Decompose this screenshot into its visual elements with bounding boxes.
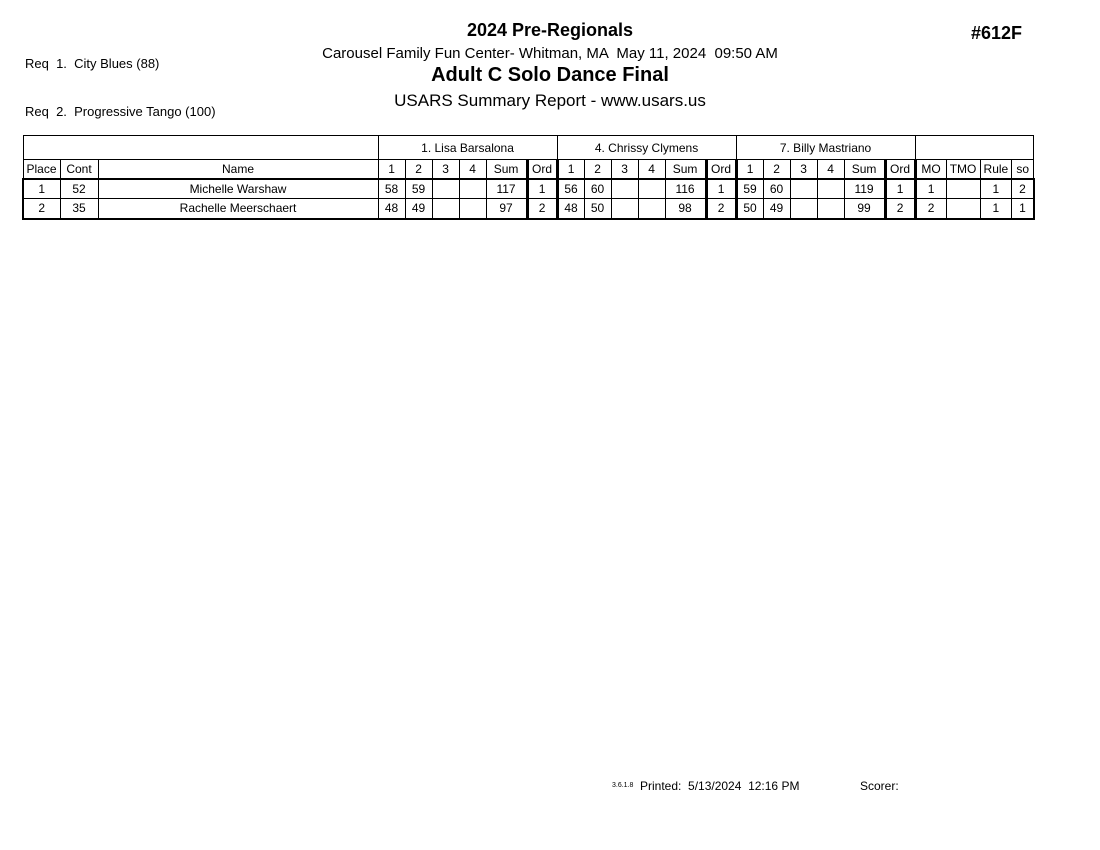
scorer-label: Scorer: xyxy=(860,779,899,793)
so-cell: 2 xyxy=(1012,179,1034,199)
ord-cell: 1 xyxy=(527,179,557,199)
col-header-cont: Cont xyxy=(60,160,98,179)
name-cell: Rachelle Meerschaert xyxy=(98,199,378,219)
band-spacer-left xyxy=(23,136,378,160)
mark-cell xyxy=(790,199,817,219)
col-header-mark3: 3 xyxy=(611,160,638,179)
col-header-ord: Ord xyxy=(527,160,557,179)
sum-cell: 98 xyxy=(665,199,706,219)
name-cell: Michelle Warshaw xyxy=(98,179,378,199)
mark-cell: 48 xyxy=(378,199,405,219)
col-header-so: so xyxy=(1012,160,1034,179)
rule-cell: 1 xyxy=(980,179,1012,199)
mark-cell: 49 xyxy=(405,199,432,219)
mark-cell: 50 xyxy=(736,199,763,219)
venue-date-line: Carousel Family Fun Center- Whitman, MA May 11, 2024 09:50 AM xyxy=(322,45,778,62)
event-title: Adult C Solo Dance Final xyxy=(431,64,669,86)
ord-cell: 2 xyxy=(885,199,915,219)
competition-title: 2024 Pre-Regionals xyxy=(466,20,634,40)
col-header-mark1: 1 xyxy=(736,160,763,179)
mark-cell: 49 xyxy=(763,199,790,219)
col-header-rule: Rule xyxy=(980,160,1012,179)
mo-cell: 2 xyxy=(915,199,946,219)
mark-cell: 56 xyxy=(557,179,584,199)
col-header-mark2: 2 xyxy=(584,160,611,179)
sum-cell: 97 xyxy=(486,199,527,219)
rule-cell: 1 xyxy=(980,199,1012,219)
req-line-1: Req 1. City Blues (88) xyxy=(25,56,160,71)
tmo-cell xyxy=(946,199,980,219)
col-header-ord: Ord xyxy=(706,160,736,179)
band-spacer-right xyxy=(915,136,1034,160)
mark-cell xyxy=(790,179,817,199)
mark-cell: 59 xyxy=(405,179,432,199)
col-header-sum: Sum xyxy=(486,160,527,179)
judge-band-row xyxy=(23,136,1034,160)
mark-cell: 60 xyxy=(584,179,611,199)
sum-cell: 117 xyxy=(486,179,527,199)
req-line-2: Req 2. Progressive Tango (100) xyxy=(25,104,216,119)
result-row xyxy=(23,199,1034,219)
printed-timestamp: Printed: 5/13/2024 12:16 PM xyxy=(640,779,800,793)
mark-cell xyxy=(817,199,844,219)
col-header-place: Place xyxy=(23,160,60,179)
ord-cell: 1 xyxy=(885,179,915,199)
mark-cell: 60 xyxy=(763,179,790,199)
sum-cell: 116 xyxy=(665,179,706,199)
col-header-mark3: 3 xyxy=(790,160,817,179)
report-title: USARS Summary Report - www.usars.us xyxy=(394,91,706,110)
place-cell: 1 xyxy=(23,179,60,199)
place-cell: 2 xyxy=(23,199,60,219)
judge-band-1: 1. Lisa Barsalona xyxy=(378,136,557,160)
cont-cell: 35 xyxy=(60,199,98,219)
so-cell: 1 xyxy=(1012,199,1034,219)
col-header-mo: MO xyxy=(915,160,946,179)
cont-cell: 52 xyxy=(60,179,98,199)
mark-cell xyxy=(459,199,486,219)
mark-cell: 58 xyxy=(378,179,405,199)
col-header-sum: Sum xyxy=(844,160,885,179)
col-header-mark2: 2 xyxy=(763,160,790,179)
mark-cell: 48 xyxy=(557,199,584,219)
result-row xyxy=(23,179,1034,199)
mark-cell xyxy=(638,199,665,219)
mark-cell xyxy=(611,179,638,199)
mark-cell: 59 xyxy=(736,179,763,199)
column-header-row xyxy=(23,160,1034,179)
col-header-tmo: TMO xyxy=(946,160,980,179)
col-header-ord: Ord xyxy=(885,160,915,179)
mark-cell xyxy=(432,199,459,219)
ord-cell: 2 xyxy=(527,199,557,219)
col-header-mark2: 2 xyxy=(405,160,432,179)
mark-cell xyxy=(817,179,844,199)
mo-cell: 1 xyxy=(915,179,946,199)
ord-cell: 1 xyxy=(706,179,736,199)
judge-band-3: 7. Billy Mastriano xyxy=(736,136,915,160)
col-header-sum: Sum xyxy=(665,160,706,179)
tmo-cell xyxy=(946,179,980,199)
mark-cell xyxy=(638,179,665,199)
report-header xyxy=(0,20,1100,111)
mark-cell xyxy=(459,179,486,199)
mark-cell xyxy=(611,199,638,219)
event-number: #612F xyxy=(970,23,1022,43)
col-header-mark1: 1 xyxy=(378,160,405,179)
col-header-mark3: 3 xyxy=(432,160,459,179)
col-header-name: Name xyxy=(98,160,378,179)
sum-cell: 99 xyxy=(844,199,885,219)
sum-cell: 119 xyxy=(844,179,885,199)
judge-band-2: 4. Chrissy Clymens xyxy=(557,136,736,160)
ord-cell: 2 xyxy=(706,199,736,219)
col-header-mark1: 1 xyxy=(557,160,584,179)
col-header-mark4: 4 xyxy=(817,160,844,179)
col-header-mark4: 4 xyxy=(638,160,665,179)
software-version: 3.6.1.8 xyxy=(612,782,634,789)
results-table xyxy=(22,135,1035,220)
mark-cell xyxy=(432,179,459,199)
report-footer xyxy=(0,779,1100,803)
mark-cell: 50 xyxy=(584,199,611,219)
col-header-mark4: 4 xyxy=(459,160,486,179)
